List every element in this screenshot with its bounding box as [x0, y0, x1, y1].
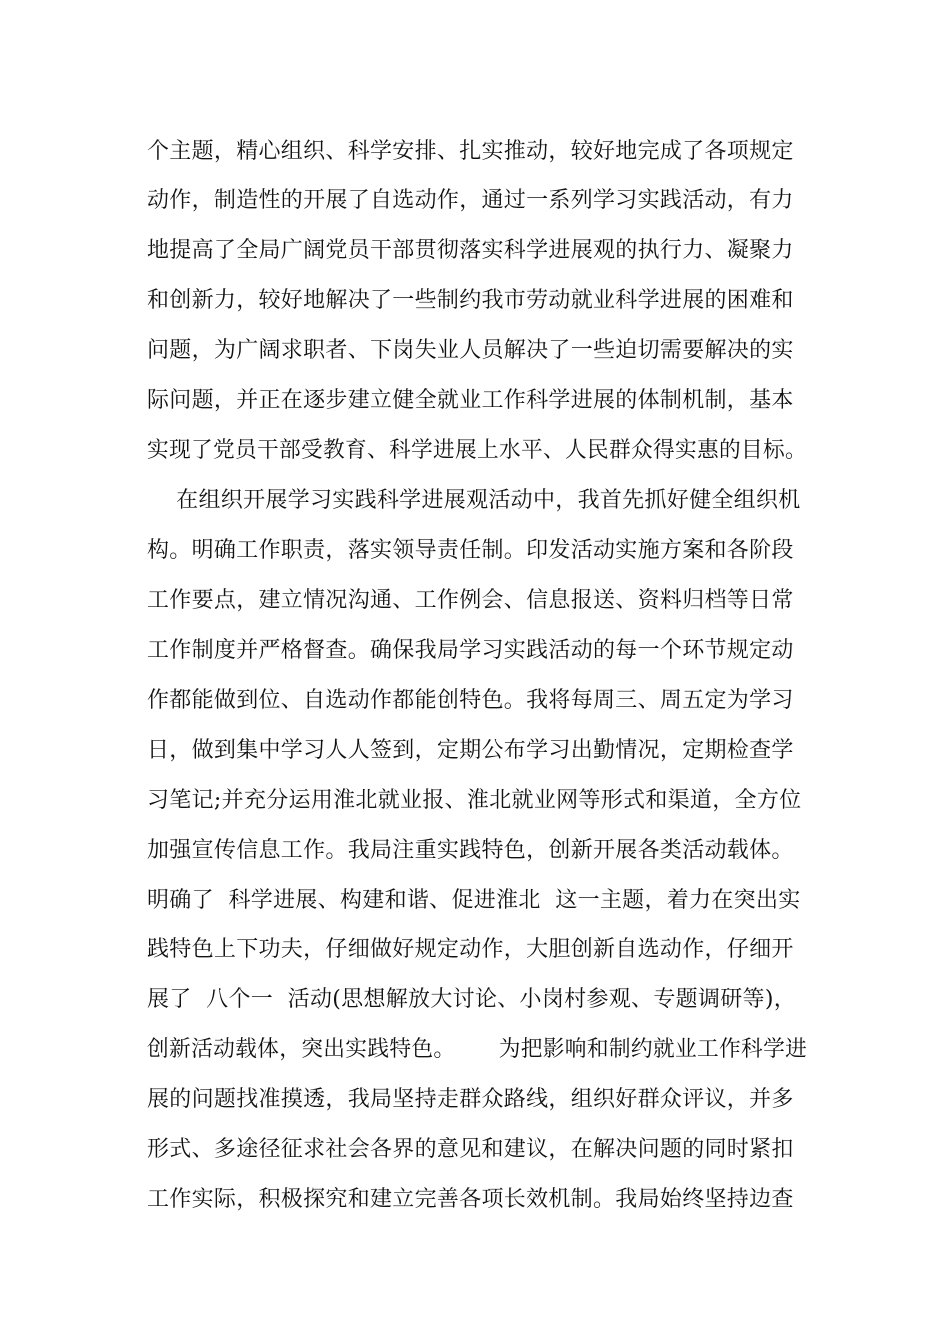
- text-line: 践特色上下功夫，仔细做好规定动作，大胆创新自选动作，仔细开: [147, 937, 794, 962]
- text-line: 作都能做到位、自选动作都能创特色。我将每周三、周五定为学习: [147, 688, 794, 713]
- text-line: 工作要点，建立情况沟通、工作例会、信息报送、资料归档等日常: [147, 588, 794, 613]
- text-line: 创新活动载体，突出实践特色。 为把影响和制约就业工作科学进: [147, 1037, 808, 1062]
- text-line: 问题，为广阔求职者、下岗失业人员解决了一些迫切需要解决的实: [147, 338, 794, 363]
- text-line: 动作，制造性的开展了自选动作，通过一系列学习实践活动，有力: [147, 188, 794, 213]
- text-line: 加强宣传信息工作。我局注重实践特色，创新开展各类活动载体。: [147, 838, 794, 863]
- text-line: 际问题，并正在逐步建立健全就业工作科学进展的体制机制，基本: [147, 388, 794, 413]
- text-line: 个主题，精心组织、科学安排、扎实推动，较好地完成了各项规定: [147, 139, 794, 164]
- text-line: 日，做到集中学习人人签到，定期公布学习出勤情况，定期检查学: [147, 738, 794, 763]
- text-line: 在组织开展学习实践科学进展观活动中，我首先抓好健全组织机: [147, 488, 801, 513]
- text-line: 地提高了全局广阔党员干部贯彻落实科学进展观的执行力、凝聚力: [147, 238, 794, 263]
- text-line: 展的问题找准摸透，我局坚持走群众路线，组织好群众评议，并多: [147, 1087, 794, 1112]
- text-line: 构。明确工作职责，落实领导责任制。印发活动实施方案和各阶段: [147, 538, 794, 563]
- text-line: 形式、多途径征求社会各界的意见和建议，在解决问题的同时紧扣: [147, 1137, 794, 1162]
- text-line: 展了 八个一 活动(思想解放大讨论、小岗村参观、专题调研等)，: [147, 987, 797, 1012]
- text-line: 明确了 科学进展、构建和谐、促进淮北 这一主题，着力在突出实: [147, 888, 801, 913]
- text-line: 和创新力，较好地解决了一些制约我市劳动就业科学进展的困难和: [147, 288, 794, 313]
- text-line: 实现了党员干部受教育、科学进展上水平、人民群众得实惠的目标。: [147, 438, 808, 463]
- text-line: 习笔记;并充分运用淮北就业报、淮北就业网等形式和渠道，全方位: [147, 788, 802, 813]
- text-line: 工作制度并严格督查。确保我局学习实践活动的每一个环节规定动: [147, 638, 794, 663]
- text-line: 工作实际，积极探究和建立完善各项长效机制。我局始终坚持边查: [147, 1187, 794, 1212]
